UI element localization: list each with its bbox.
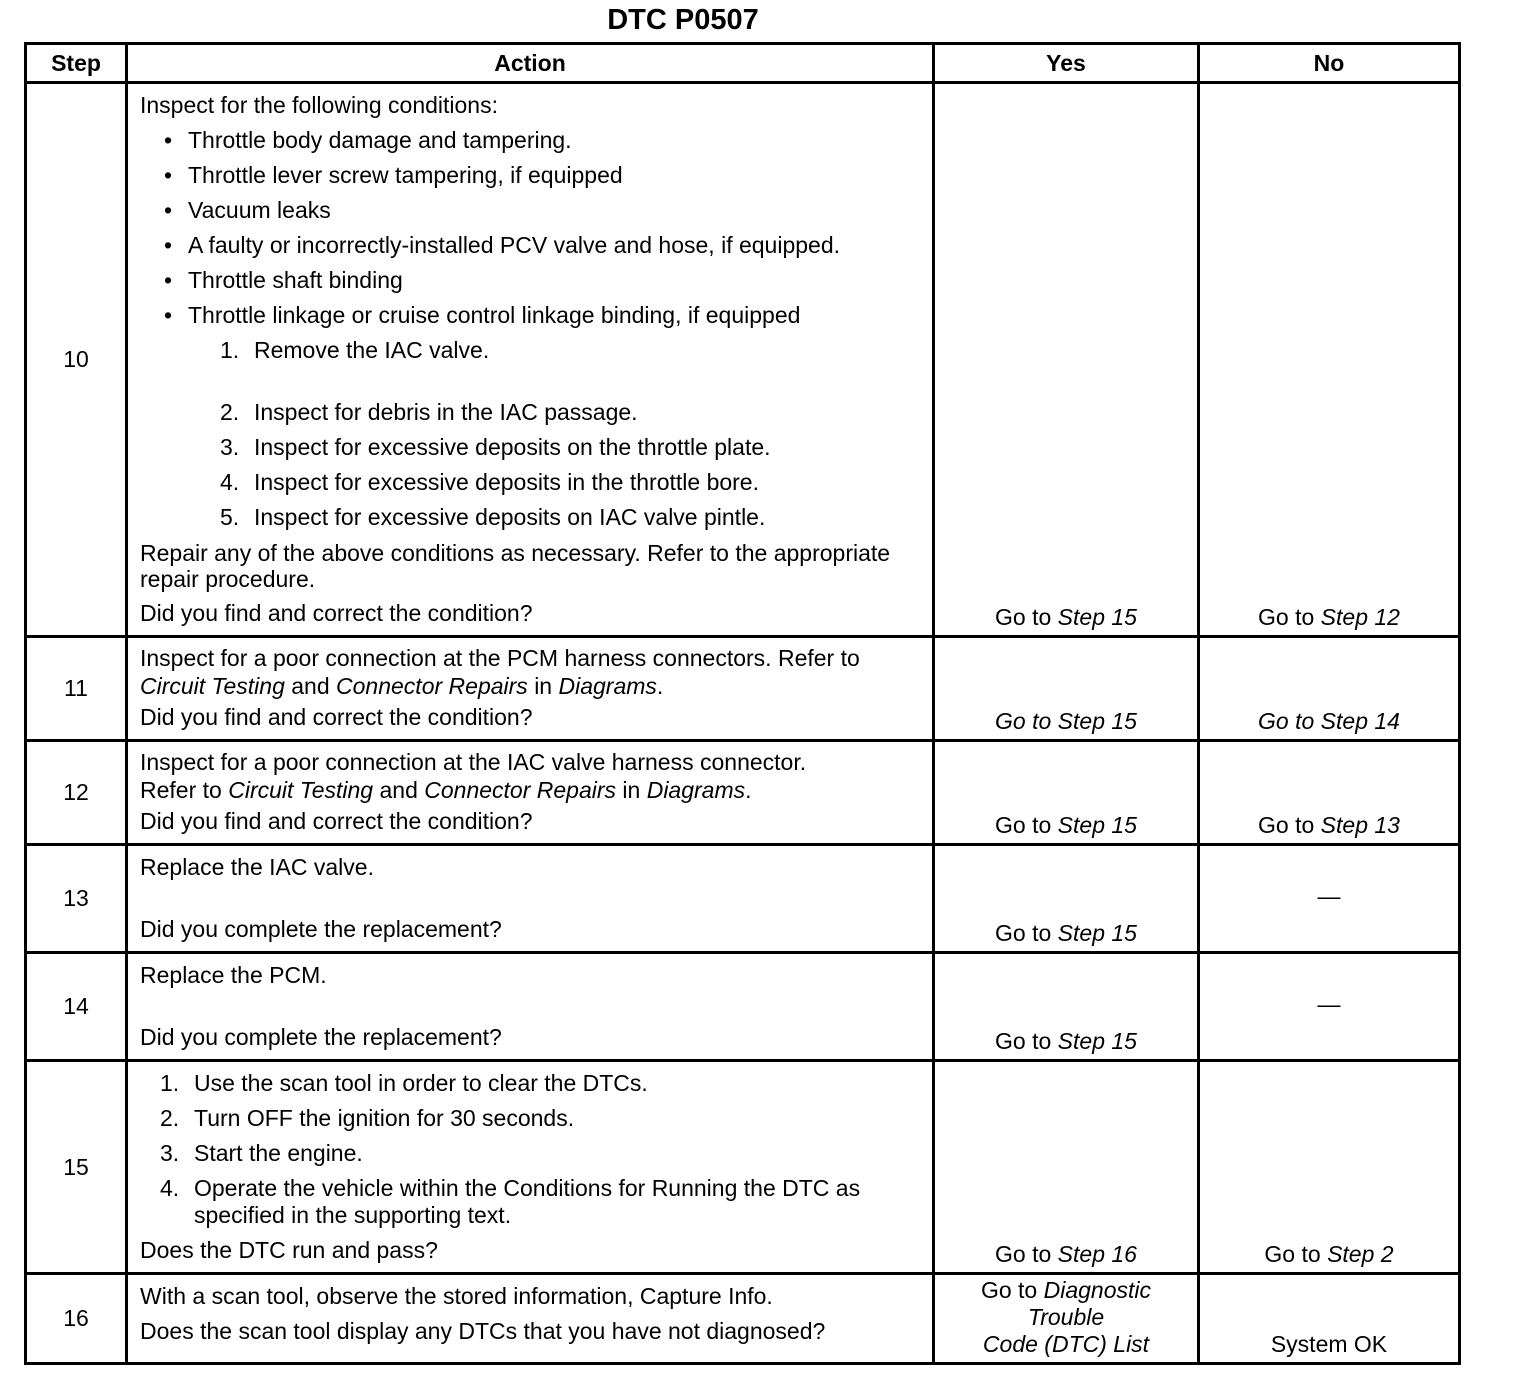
step-number: 11	[26, 637, 127, 741]
list-item: • Throttle shaft binding	[140, 263, 922, 298]
yes-result: Go to Step 16	[934, 1061, 1199, 1274]
list-item: • Throttle lever screw tampering, if equipped	[140, 158, 922, 193]
list-item: • Vacuum leaks	[140, 193, 922, 228]
list-item: • Throttle linkage or cruise control linkage binding, if equipped	[140, 298, 922, 333]
step-number: 15	[26, 1061, 127, 1274]
action-text: Replace the PCM.	[140, 962, 327, 988]
step-question: Does the scan tool display any DTCs that you have not diagnosed?	[140, 1318, 826, 1344]
step-question: Did you find and correct the condition?	[140, 600, 533, 626]
header-yes: Yes	[934, 44, 1199, 83]
table-row-step-13	[26, 845, 1460, 953]
yes-result: Go to Step 15	[934, 741, 1199, 845]
step-15-action	[127, 1061, 934, 1274]
step-16-action	[127, 1274, 934, 1364]
step-question: Did you complete the replacement?	[140, 916, 502, 942]
step-question: Did you find and correct the condition?	[140, 704, 533, 730]
step-question: Did you complete the replacement?	[140, 1024, 502, 1050]
step-number: 14	[26, 953, 127, 1061]
step-question: Does the DTC run and pass?	[140, 1237, 438, 1263]
list-item: 4. Operate the vehicle within the Conditions for Running the DTC as specified in the supporting text.	[160, 1175, 861, 1228]
no-result: System OK	[1199, 1274, 1460, 1364]
page-title: DTC P0507	[607, 4, 759, 36]
step-14-action	[127, 953, 934, 1061]
list-item: 3. Inspect for excessive deposits on the throttle plate.	[220, 434, 771, 460]
table-row-step-12	[26, 741, 1460, 845]
no-result: —	[1199, 953, 1460, 1061]
header-no: No	[1199, 44, 1460, 83]
table-row-step-14	[26, 953, 1460, 1061]
yes-result: Go to Step 15	[934, 637, 1199, 741]
header-action: Action	[127, 44, 934, 83]
table-row-step-15	[26, 1061, 1460, 1274]
no-result: Go to Step 12	[1199, 83, 1460, 637]
list-item: 4. Inspect for excessive deposits in the throttle bore.	[220, 469, 759, 495]
list-item: 5. Inspect for excessive deposits on IAC valve pintle.	[220, 504, 766, 530]
step-10-action	[127, 83, 934, 637]
list-item: • Throttle body damage and tampering.	[140, 123, 922, 158]
list-item: 1. Remove the IAC valve.	[220, 337, 490, 363]
action-text: With a scan tool, observe the stored information, Capture Info.	[140, 1283, 773, 1309]
step-number: 16	[26, 1274, 127, 1364]
no-result: —	[1199, 845, 1460, 953]
action-intro: Inspect for the following conditions:	[140, 92, 498, 118]
step-question: Did you find and correct the condition?	[140, 808, 533, 834]
table-row-step-11	[26, 637, 1460, 741]
action-text: Replace the IAC valve.	[140, 854, 374, 880]
dtc-table	[24, 42, 1461, 1365]
header-step: Step	[26, 44, 127, 83]
inspect-text: Inspect for a poor connection at the IAC valve harness connector. Refer to Circuit Testing and Connector Repairs in Diagrams.	[140, 749, 807, 803]
no-result: Go to Step 13	[1199, 741, 1460, 845]
yes-result: Go to Diagnostic Trouble Code (DTC) List	[934, 1274, 1199, 1364]
table-row-step-10	[26, 83, 1460, 637]
table-header-row	[26, 44, 1460, 83]
step-number: 12	[26, 741, 127, 845]
step-number: 13	[26, 845, 127, 953]
list-item: 2. Inspect for debris in the IAC passage.	[220, 399, 638, 425]
list-item: 3. Start the engine.	[160, 1140, 363, 1166]
yes-result: Go to Step 15	[934, 83, 1199, 637]
list-item: • A faulty or incorrectly-installed PCV valve and hose, if equipped.	[140, 228, 922, 263]
step-11-action	[127, 637, 934, 741]
repair-note: Repair any of the above conditions as necessary. Refer to the appropriate repair procedure.	[140, 540, 891, 592]
yes-result: Go to Step 15	[934, 953, 1199, 1061]
step-12-action	[127, 741, 934, 845]
step-13-action	[127, 845, 934, 953]
no-result: Go to Step 14	[1199, 637, 1460, 741]
list-item: 2. Turn OFF the ignition for 30 seconds.	[160, 1105, 575, 1131]
step-number: 10	[26, 83, 127, 637]
table-row-step-16	[26, 1274, 1460, 1364]
inspect-text: Inspect for a poor connection at the PCM harness connectors. Refer to Circuit Testing and Connector Repairs in Diagrams.	[140, 645, 860, 699]
yes-result: Go to Step 15	[934, 845, 1199, 953]
list-item: 1. Use the scan tool in order to clear the DTCs.	[160, 1070, 648, 1096]
no-result: Go to Step 2	[1199, 1061, 1460, 1274]
